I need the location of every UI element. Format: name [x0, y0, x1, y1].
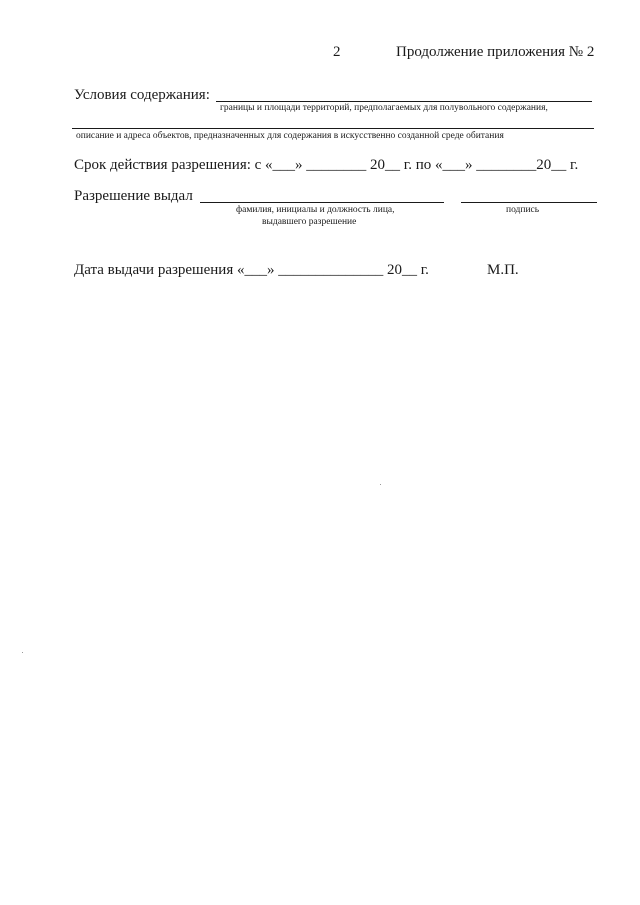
scan-speck [22, 652, 23, 653]
issued-by-caption-2: выдавшего разрешение [262, 217, 357, 227]
conditions-line-2 [72, 128, 594, 129]
signature-line [461, 202, 597, 203]
issued-by-caption-1: фамилия, инициалы и должность лица, [236, 205, 395, 215]
conditions-caption-1: границы и площади территорий, предполагаемых для полувольного содержания, [220, 103, 548, 113]
conditions-label: Условия содержания: [74, 87, 210, 103]
stamp-place: М.П. [487, 262, 519, 278]
validity-text: Срок действия разрешения: с «___» ________ 20__ г. по «___» ________20__ г. [74, 157, 579, 173]
conditions-caption-2: описание и адреса объектов, предназначенных для содержания в искусственно созданной среде обитания [76, 131, 504, 141]
continuation-title: Продолжение приложения № 2 [396, 44, 595, 60]
issued-by-name-line [200, 202, 444, 203]
issue-date-text: Дата выдачи разрешения «___» ______________ 20__ г. [74, 262, 429, 278]
signature-caption: подпись [506, 205, 540, 215]
scan-speck [380, 484, 381, 485]
issued-by-label: Разрешение выдал [74, 188, 193, 204]
conditions-line-1 [216, 101, 592, 102]
page-number: 2 [333, 44, 341, 60]
